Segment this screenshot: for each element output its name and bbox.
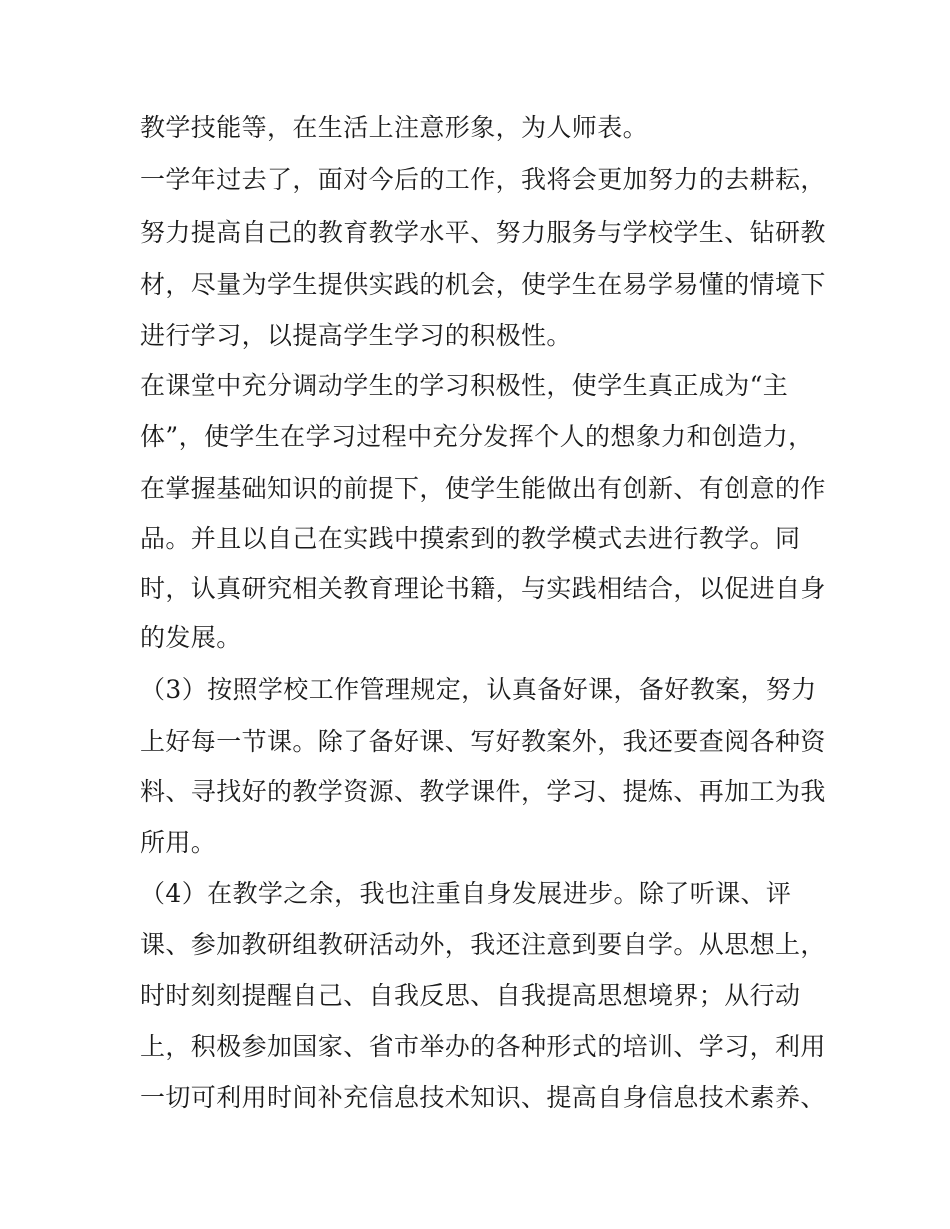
text-line: 体”，使学生在学习过程中充分发挥个人的想象力和创造力， xyxy=(140,422,814,451)
text-line: 课、参加教研组教研活动外，我还注意到要自学。从思想上， xyxy=(140,930,826,959)
text-line: 时时刻刻提醒自己、自我反思、自我提高思想境界；从行动 xyxy=(140,981,801,1010)
text-line: 在掌握基础知识的前提下，使学生能做出有创新、有创意的作 xyxy=(140,474,826,503)
text-line: 料、寻找好的教学资源、教学课件，学习、提炼、再加工为我 xyxy=(140,777,826,806)
text-line: 在课堂中充分调动学生的学习积极性，使学生真正成为“主 xyxy=(140,371,789,400)
text-line: 教学技能等，在生活上注意形象，为人师表。 xyxy=(140,113,649,142)
text-line: 材，尽量为学生提供实践的机会，使学生在易学易懂的情境下 xyxy=(140,270,826,299)
text-line: 品。并且以自己在实践中摸索到的教学模式去进行教学。同 xyxy=(140,524,801,553)
text-line: 上，积极参加国家、省市举办的各种形式的培训、学习，利用 xyxy=(140,1032,826,1061)
text-line: 进行学习，以提高学生学习的积极性。 xyxy=(140,321,572,350)
text-line: 时，认真研究相关教育理论书籍，与实践相结合，以促进自身 xyxy=(140,574,826,603)
text-line: 努力提高自己的教育教学水平、努力服务与学校学生、钻研教 xyxy=(140,218,826,247)
text-line: （4）在教学之余，我也注重自身发展进步。除了听课、评 xyxy=(140,879,792,908)
text-line: 的发展。 xyxy=(140,623,242,652)
text-line: （3）按照学校工作管理规定，认真备好课，备好教案，努力 xyxy=(140,675,817,704)
text-line: 所用。 xyxy=(140,828,217,857)
text-line: 上好每一节课。除了备好课、写好教案外，我还要查阅各种资 xyxy=(140,727,826,756)
text-line: 一学年过去了，面对今后的工作，我将会更加努力的去耕耘， xyxy=(140,165,826,194)
text-line: 一切可利用时间补充信息技术知识、提高自身信息技术素养、 xyxy=(140,1083,826,1112)
